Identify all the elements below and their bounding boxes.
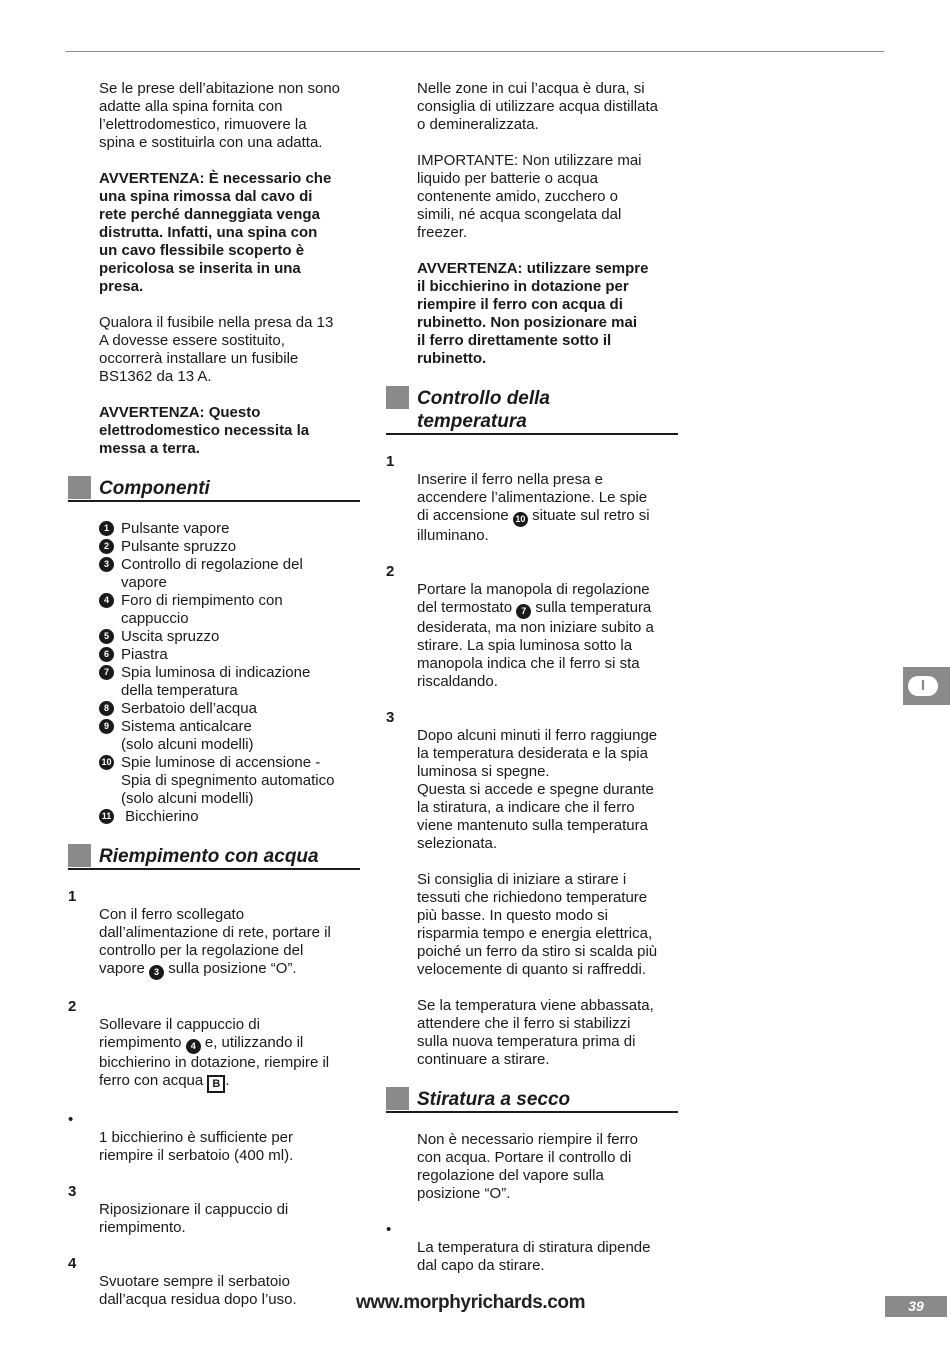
number-icon: 10 bbox=[513, 512, 528, 527]
list-item: 11 Bicchierino bbox=[99, 808, 360, 826]
components-list bbox=[99, 520, 360, 826]
temp-lower-paragraph: Se la temperatura viene abbassata, attendere che il ferro si stabilizzi sulla nuova temperatura prima di continuare a stirare. bbox=[417, 997, 654, 1068]
section-marker bbox=[386, 1087, 409, 1110]
section-title: Controllo della temperatura bbox=[417, 388, 550, 432]
plug-paragraph: Se le prese dell’abitazione non sono adatte alla spina fornita con l’elettrodomestico, rimuovere la spina e sostituirla con una adatta. bbox=[99, 80, 341, 151]
fill-step-4: 4 Svuotare sempre il serbatoio dall’acqua residua dopo l’uso. bbox=[68, 1255, 297, 1308]
list-item: 9 Sistema anticalcare (solo alcuni modelli) bbox=[99, 718, 360, 754]
right-column bbox=[386, 80, 678, 1293]
list-item: 10 Spie luminose di accensione - Spia di spegnimento automatico (solo alcuni modelli) bbox=[99, 754, 360, 808]
dry-paragraph: Non è necessario riempire il ferro con acqua. Portare il controllo di regolazione del vapore sulla posizione “O”. bbox=[417, 1131, 638, 1202]
page-number: 39 bbox=[885, 1296, 947, 1317]
list-item: 3 Controllo di regolazione del vapore bbox=[99, 556, 360, 592]
list-item: 1 Pulsante vapore bbox=[99, 520, 360, 538]
number-icon: 7 bbox=[99, 665, 114, 680]
number-icon: 4 bbox=[99, 593, 114, 608]
section-marker bbox=[68, 844, 91, 867]
warning-earth: AVVERTENZA: Questo elettrodomestico necessita la messa a terra. bbox=[99, 404, 310, 457]
list-item: 8 Serbatoio dell’acqua bbox=[99, 700, 360, 718]
fill-step-3: 3 Riposizionare il cappuccio di riempimento. bbox=[68, 1183, 289, 1236]
list-item: 5 Uscita spruzzo bbox=[99, 628, 360, 646]
warning-plug: AVVERTENZA: È necessario che una spina rimossa dal cavo di rete perché danneggiata venga distrutta. Infatti, una spina con un cavo flessibile scoperto è pericolosa se inserita in una presa. bbox=[99, 170, 332, 295]
step-number: 1 bbox=[386, 453, 395, 470]
number-icon: 7 bbox=[516, 604, 531, 619]
fill-step-2: 2 Sollevare il cappuccio di riempimento 4 e, utilizzando il bicchierino in dotazione, riempire il ferro con acqua B . bbox=[68, 998, 360, 1093]
section-title: Stiratura a secco bbox=[417, 1089, 571, 1110]
temp-tip-paragraph: Si consiglia di iniziare a stirare i tessuti che richiedono temperature più basse. In questo modo si risparmia tempo e energia elettrica, poiché un ferro da stiro si scalda più velocemente di quanto si raffreddi. bbox=[417, 871, 658, 978]
language-tab bbox=[903, 667, 950, 705]
top-rule bbox=[66, 51, 884, 52]
list-item: 6 Piastra bbox=[99, 646, 360, 664]
section-riempimento bbox=[68, 844, 360, 870]
important-paragraph: IMPORTANTE: Non utilizzare mai liquido per batterie o acqua contenente amido, zucchero o simili, né acqua scongelata dal freezer. bbox=[417, 152, 642, 241]
letter-box-icon: B bbox=[207, 1075, 225, 1093]
number-icon: 11 bbox=[99, 809, 114, 824]
language-label: I bbox=[908, 676, 938, 696]
list-item: 4 Foro di riempimento con cappuccio bbox=[99, 592, 360, 628]
section-marker bbox=[68, 476, 91, 499]
warning-tap: AVVERTENZA: utilizzare sempre il bicchierino in dotazione per riempire il ferro con acqua di rubinetto. Non posizionare mai il ferro direttamente sotto il rubinetto. bbox=[417, 260, 649, 367]
step-number: 4 bbox=[68, 1255, 77, 1272]
section-temperatura bbox=[386, 386, 678, 435]
number-icon: 3 bbox=[149, 965, 164, 980]
section-componenti bbox=[68, 476, 360, 502]
section-stiratura-secco bbox=[386, 1087, 678, 1113]
step-number: 2 bbox=[68, 998, 77, 1015]
left-column bbox=[68, 80, 360, 1327]
temp-step-2: 2 Portare la manopola di regolazione del termostato 7 sulla temperatura desiderata, ma non iniziare subito a stirare. La spia luminosa sotto la manopola indica che il ferro si sta riscaldando. bbox=[386, 563, 654, 690]
section-title: Componenti bbox=[99, 478, 210, 499]
section-marker bbox=[386, 386, 409, 409]
dry-bullet: • La temperatura di stiratura dipende dal capo da stirare. bbox=[386, 1221, 651, 1274]
footer-url: www.morphyrichards.com bbox=[356, 1292, 586, 1313]
temp-step-1: 1 Inserire il ferro nella presa e accendere l’alimentazione. Le spie di accensione 10 situate sul retro si illuminano. bbox=[386, 453, 650, 544]
bullet-icon: • bbox=[386, 1221, 392, 1238]
number-icon: 3 bbox=[99, 557, 114, 572]
step-number: 1 bbox=[68, 888, 77, 905]
list-item: 2 Pulsante spruzzo bbox=[99, 538, 360, 556]
bullet-icon: • bbox=[68, 1111, 74, 1128]
fill-bullet: • 1 bicchierino è sufficiente per riempire il serbatoio (400 ml). bbox=[68, 1111, 294, 1164]
step-number: 2 bbox=[386, 563, 395, 580]
number-icon: 10 bbox=[99, 755, 114, 770]
number-icon: 1 bbox=[99, 521, 114, 536]
list-item: 7 Spia luminosa di indicazione della temperatura bbox=[99, 664, 360, 700]
number-icon: 6 bbox=[99, 647, 114, 662]
number-icon: 2 bbox=[99, 539, 114, 554]
number-icon: 8 bbox=[99, 701, 114, 716]
number-icon: 9 bbox=[99, 719, 114, 734]
section-title: Riempimento con acqua bbox=[99, 846, 319, 867]
number-icon: 4 bbox=[186, 1039, 201, 1054]
hard-water-paragraph: Nelle zone in cui l’acqua è dura, si consiglia di utilizzare acqua distillata o demineralizzata. bbox=[417, 80, 658, 133]
number-icon: 5 bbox=[99, 629, 114, 644]
temp-step-3: 3 Dopo alcuni minuti il ferro raggiunge la temperatura desiderata e la spia luminosa si spegne. Questa si accede e spegne durante la stiratura, a indicare che il ferro viene mantenuto sulla temperatura selezionata. bbox=[386, 709, 658, 852]
fuse-paragraph: Qualora il fusibile nella presa da 13 A dovesse essere sostituito, occorrerà installare un fusibile BS1362 da 13 A. bbox=[99, 314, 334, 385]
step-number: 3 bbox=[386, 709, 395, 726]
fill-step-1: 1 Con il ferro scollegato dall’alimentazione di rete, portare il controllo per la regolazione del vapore 3 sulla posizione “O”. bbox=[68, 888, 360, 980]
step-number: 3 bbox=[68, 1183, 77, 1200]
